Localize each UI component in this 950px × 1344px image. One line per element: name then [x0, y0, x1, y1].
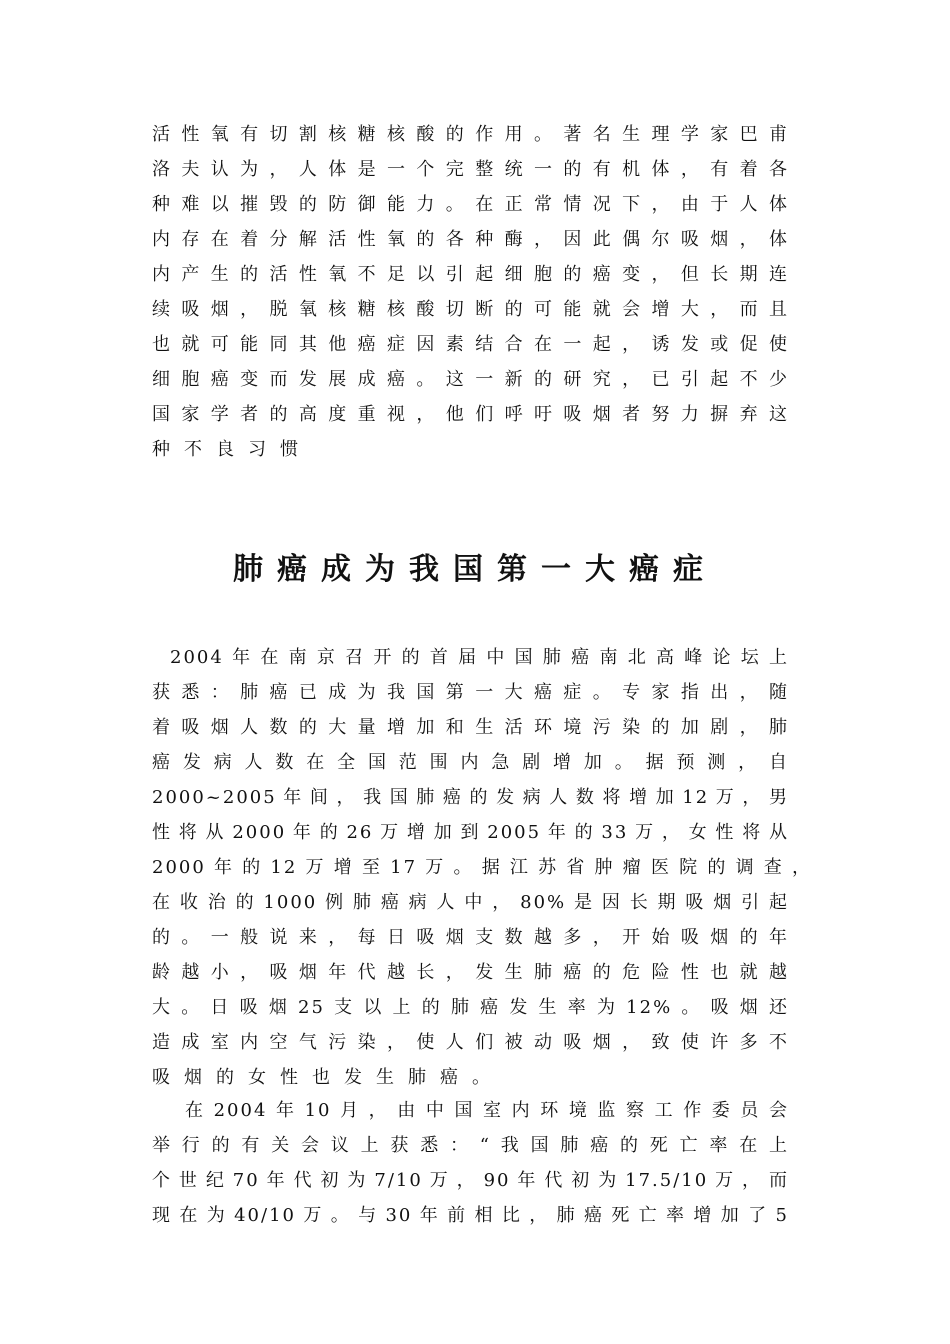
paragraph-line: 种不良习惯 — [152, 439, 312, 460]
paragraph-line: 大。日吸烟25支以上的肺癌发生率为12%。吸烟还 — [152, 997, 789, 1018]
paragraph-line: 个世纪70年代初为7/10万，90年代初为17.5/10万，而 — [152, 1170, 789, 1191]
paragraph-line: 现在为40/10万。与30年前相比，肺癌死亡率增加了5 — [152, 1205, 789, 1226]
paragraph-line: 举行的有关会议上获悉：“我国肺癌的死亡率在上 — [152, 1135, 789, 1156]
paragraph-line: 在2004年10月，由中国室内环境监察工作委员会 — [185, 1100, 789, 1121]
paragraph-line: 也就可能同其他癌症因素结合在一起，诱发或促使 — [152, 334, 789, 355]
paragraph-line: 癌发病人数在全国范围内急剧增加。据预测，自 — [152, 752, 789, 773]
paragraph-line: 内存在着分解活性氧的各种酶，因此偶尔吸烟，体 — [152, 229, 789, 250]
paragraph-line: 洛夫认为，人体是一个完整统一的有机体，有着各 — [152, 159, 789, 180]
paragraph-line: 续吸烟，脱氧核糖核酸切断的可能就会增大，而且 — [152, 299, 789, 320]
paragraph-line: 2000年的12万增至17万。据江苏省肿瘤医院的调查， — [152, 857, 812, 878]
paragraph-line: 的。一般说来，每日吸烟支数越多，开始吸烟的年 — [152, 927, 789, 948]
section-heading: 肺癌成为我国第一大癌症 — [233, 552, 717, 587]
paragraph-line: 内产生的活性氧不足以引起细胞的癌变，但长期连 — [152, 264, 789, 285]
paragraph-line: 吸烟的女性也发生肺癌。 — [152, 1067, 504, 1088]
paragraph-line: 活性氧有切割核糖核酸的作用。著名生理学家巴甫 — [152, 124, 789, 145]
paragraph-line: 性将从2000年的26万增加到2005年的33万，女性将从 — [152, 822, 789, 843]
paragraph-line: 2000~2005年间，我国肺癌的发病人数将增加12万，男 — [152, 787, 789, 808]
paragraph-line: 获悉：肺癌已成为我国第一大癌症。专家指出，随 — [152, 682, 789, 703]
paragraph-line: 着吸烟人数的大量增加和生活环境污染的加剧，肺 — [152, 717, 789, 738]
paragraph-line: 2004年在南京召开的首届中国肺癌南北高峰论坛上 — [170, 647, 789, 668]
paragraph-line: 国家学者的高度重视，他们呼吁吸烟者努力摒弃这 — [152, 404, 789, 425]
paragraph-line: 造成室内空气污染，使人们被动吸烟，致使许多不 — [152, 1032, 789, 1053]
paragraph-line: 龄越小，吸烟年代越长，发生肺癌的危险性也就越 — [152, 962, 789, 983]
paragraph-line: 细胞癌变而发展成癌。这一新的研究，已引起不少 — [152, 369, 789, 390]
paragraph-line: 种难以摧毁的防御能力。在正常情况下，由于人体 — [152, 194, 789, 215]
paragraph-line: 在收治的1000例肺癌病人中，80%是因长期吸烟引起 — [152, 892, 789, 913]
